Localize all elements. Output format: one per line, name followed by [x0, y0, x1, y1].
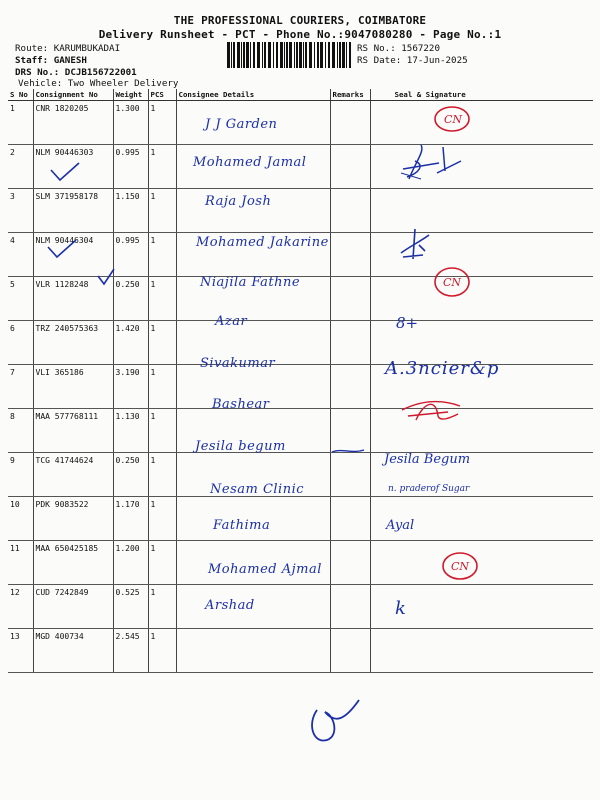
table-row	[8, 497, 593, 541]
signature-text: A.3ncier&p	[385, 358, 500, 379]
barcode-bar	[276, 42, 278, 68]
barcode-bar	[243, 42, 245, 68]
company-title: THE PROFESSIONAL COURIERS, COIMBATORE	[173, 14, 427, 27]
remarks-cell	[330, 453, 370, 497]
signature-text: 8+	[396, 314, 419, 332]
col-remarks: Remarks	[330, 89, 370, 101]
remarks-cell	[330, 365, 370, 409]
handwritten-consignee: Arshad	[205, 598, 255, 613]
handwritten-consignee: Mohamed Ajmal	[208, 562, 322, 577]
consignment-cell: MAA 650425185	[33, 541, 113, 585]
sno-cell: 3	[8, 189, 33, 233]
barcode-bar	[273, 42, 274, 68]
pcs-cell: 1	[148, 629, 176, 673]
table-row	[8, 409, 593, 453]
barcode-bar	[299, 42, 302, 68]
table-header-row	[8, 89, 593, 101]
seal-stamp	[432, 265, 472, 299]
check-mark-icon	[45, 237, 79, 261]
barcode-bar	[227, 42, 230, 68]
sno-cell: 7	[8, 365, 33, 409]
table-row	[8, 189, 593, 233]
runsheet-table	[8, 89, 593, 673]
barcode-bar	[314, 42, 315, 68]
barcode-bar	[309, 42, 312, 68]
pcs-cell: 1	[148, 409, 176, 453]
consignment-cell: NLM 90446303	[33, 145, 113, 189]
pcs-cell: 1	[148, 365, 176, 409]
sno-cell: 5	[8, 277, 33, 321]
weight-cell: 1.300	[113, 101, 148, 145]
sno-cell: 8	[8, 409, 33, 453]
handwritten-consignee: Sivakumar	[200, 356, 276, 371]
check-mark-icon	[95, 266, 117, 288]
col-weight: Weight	[113, 89, 148, 101]
signature-cell	[370, 629, 593, 673]
remarks-cell	[330, 277, 370, 321]
table-row	[8, 585, 593, 629]
consignment-cell: TCG 41744624	[33, 453, 113, 497]
handwritten-consignee: Raja Josh	[205, 194, 272, 209]
drs-number: DRS No.: DCJB156722001	[15, 67, 137, 78]
sno-cell: 13	[8, 629, 33, 673]
consignment-cell: VLR 1128248	[33, 277, 113, 321]
sno-cell: 9	[8, 453, 33, 497]
route-label: Route: KARUMBUKADAI	[15, 43, 121, 54]
weight-cell: 0.995	[113, 145, 148, 189]
barcode-bar	[317, 42, 319, 68]
pcs-cell: 1	[148, 101, 176, 145]
rs-date: RS Date: 17-Jun-2025	[357, 55, 468, 66]
consignment-cell: NLM 90446304	[33, 233, 113, 277]
seal-stamp	[432, 104, 472, 134]
barcode-bar	[233, 42, 235, 68]
signature-cell	[370, 101, 593, 145]
col-pcs: PCS	[148, 89, 176, 101]
sno-cell: 10	[8, 497, 33, 541]
sno-cell: 1	[8, 101, 33, 145]
consignment-cell: VLI 365186	[33, 365, 113, 409]
barcode-bar	[320, 42, 323, 68]
barcode-bar	[250, 42, 251, 68]
col-consignee: Consignee Details	[176, 89, 330, 101]
barcode-bar	[325, 42, 326, 68]
pcs-cell: 1	[148, 233, 176, 277]
barcode-bar	[328, 42, 330, 68]
consignment-cell: CUD 7242849	[33, 585, 113, 629]
pcs-cell: 1	[148, 321, 176, 365]
runsheet-subtitle: Delivery Runsheet - PCT - Phone No.:9047080280 - Page No.:1	[98, 28, 502, 41]
consignment-cell: PDK 9083522	[33, 497, 113, 541]
handwritten-consignee: Azar	[215, 314, 248, 329]
handwritten-consignee: J J Garden	[205, 117, 278, 132]
barcode-bar	[246, 42, 249, 68]
barcode-bar	[262, 42, 263, 68]
signature-scribble	[395, 143, 465, 183]
signature-text: Jesila Begum	[384, 452, 471, 467]
barcode-bar	[296, 42, 298, 68]
barcode-bar	[337, 42, 338, 68]
weight-cell: 0.250	[113, 453, 148, 497]
signature-cell	[370, 541, 593, 585]
table-row	[8, 629, 593, 673]
barcode-bar	[339, 42, 341, 68]
remarks-cell	[330, 497, 370, 541]
remarks-cell	[330, 101, 370, 145]
remarks-cell	[330, 541, 370, 585]
barcode-bar	[241, 42, 242, 68]
sno-cell: 12	[8, 585, 33, 629]
signature-text: Ayal	[386, 518, 415, 533]
barcode-bar	[332, 42, 335, 68]
handwritten-consignee: Fathima	[213, 518, 271, 533]
pcs-cell: 1	[148, 453, 176, 497]
remarks-cell	[330, 585, 370, 629]
signature-scribble	[395, 227, 435, 263]
pcs-cell: 1	[148, 497, 176, 541]
signature-cell	[370, 189, 593, 233]
signature-text: n. praderof Sugar	[388, 484, 470, 494]
seal-stamp	[440, 550, 480, 582]
remarks-cell	[330, 189, 370, 233]
barcode-bar	[346, 42, 347, 68]
consignment-cell: MGD 400734	[33, 629, 113, 673]
consignment-cell: TRZ 240575363	[33, 321, 113, 365]
rs-number: RS No.: 1567220	[357, 43, 440, 54]
signature-scribble	[398, 392, 468, 426]
dash-scribble	[330, 444, 366, 458]
consignment-cell: MAA 577768111	[33, 409, 113, 453]
vehicle-label: Vehicle: Two Wheeler Delivery	[18, 78, 179, 89]
sno-cell: 4	[8, 233, 33, 277]
weight-cell: 1.170	[113, 497, 148, 541]
svg-text:CN: CN	[444, 113, 463, 126]
svg-text:CN: CN	[451, 560, 470, 573]
barcode	[227, 42, 353, 68]
barcode-bar	[303, 42, 304, 68]
weight-cell: 0.250	[113, 277, 148, 321]
remarks-cell	[330, 321, 370, 365]
sno-cell: 11	[8, 541, 33, 585]
handwritten-consignee: Nesam Clinic	[210, 482, 305, 497]
pcs-cell: 1	[148, 541, 176, 585]
weight-cell: 1.200	[113, 541, 148, 585]
handwritten-consignee: Niajila Fathne	[200, 275, 301, 290]
staff-label: Staff: GANESH	[15, 55, 87, 66]
handwritten-consignee: Bashear	[212, 397, 270, 412]
remarks-cell	[330, 233, 370, 277]
sno-cell: 6	[8, 321, 33, 365]
svg-text:CN: CN	[443, 276, 462, 289]
weight-cell: 1.420	[113, 321, 148, 365]
barcode-bar	[268, 42, 271, 68]
barcode-bar	[253, 42, 255, 68]
consignee-cell	[176, 629, 330, 673]
table-row	[8, 365, 593, 409]
consignment-cell: SLM 371958178	[33, 189, 113, 233]
signature-text: k	[395, 598, 406, 619]
weight-cell: 3.190	[113, 365, 148, 409]
barcode-bar	[349, 42, 351, 68]
handwritten-consignee: Mohamed Jakarine	[196, 235, 329, 250]
weight-cell: 0.995	[113, 233, 148, 277]
barcode-bar	[305, 42, 307, 68]
remarks-cell	[330, 629, 370, 673]
barcode-bar	[294, 42, 295, 68]
remarks-cell	[330, 145, 370, 189]
col-sno: S No	[8, 89, 33, 101]
pcs-cell: 1	[148, 189, 176, 233]
weight-cell: 1.130	[113, 409, 148, 453]
weight-cell: 0.525	[113, 585, 148, 629]
col-signature: Seal & Signature	[370, 89, 593, 101]
weight-cell: 2.545	[113, 629, 148, 673]
pcs-cell: 1	[148, 585, 176, 629]
sno-cell: 2	[8, 145, 33, 189]
barcode-bar	[264, 42, 266, 68]
barcode-bar	[286, 42, 288, 68]
handwritten-consignee: Jesila begum	[195, 439, 286, 454]
check-mark-icon	[48, 160, 82, 184]
handwritten-consignee: Mohamed Jamal	[193, 155, 307, 170]
pcs-cell: 1	[148, 277, 176, 321]
table-row	[8, 321, 593, 365]
barcode-bar	[257, 42, 260, 68]
barcode-bar	[342, 42, 345, 68]
col-consignment: Consignment No	[33, 89, 113, 101]
weight-cell: 1.150	[113, 189, 148, 233]
barcode-bar	[280, 42, 283, 68]
consignment-cell: CNR 1820205	[33, 101, 113, 145]
barcode-bar	[284, 42, 285, 68]
pcs-cell: 1	[148, 145, 176, 189]
barcode-bar	[289, 42, 292, 68]
barcode-bar	[231, 42, 232, 68]
table-row	[8, 101, 593, 145]
bottom-signature-scribble	[305, 690, 365, 750]
barcode-bar	[237, 42, 240, 68]
